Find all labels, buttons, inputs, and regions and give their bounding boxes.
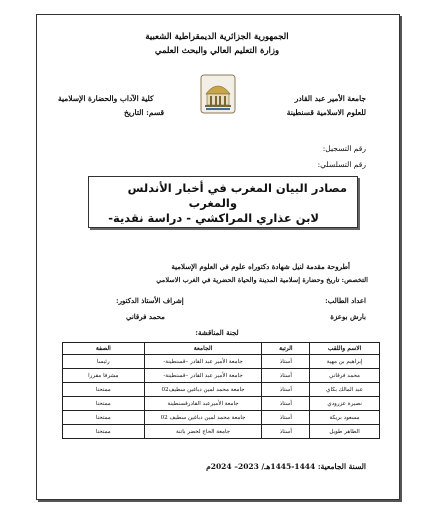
jury-member-name: محمد فرقاني bbox=[310, 369, 380, 383]
university-logo bbox=[200, 74, 236, 114]
jury-member-rank: أستاذ bbox=[262, 397, 310, 411]
jury-member-university: جامعة الأمير عبد القادر –قسنطينة- bbox=[144, 355, 262, 369]
university-city: للعلوم الاسلامية قسنطينة bbox=[286, 108, 366, 117]
academic-year: السنة الجامعية: 1444-1445هـ/ 2023– 2024م bbox=[206, 462, 366, 471]
jury-member-university: جامعة الأميرعبد القادرقسنطينة bbox=[144, 397, 262, 411]
jury-member-university: جامعة الحاج لخضر باتنة bbox=[144, 425, 262, 439]
jury-member-role: مشرفا مقررا bbox=[63, 369, 145, 383]
table-row bbox=[63, 397, 380, 411]
faculty-name: كلية الآداب والحضارة الإسلامية bbox=[58, 94, 154, 103]
thesis-title-line2: والمغرب bbox=[188, 196, 237, 210]
republic-name: الجمهورية الجزائرية الديمقراطية الشعبية bbox=[145, 32, 289, 42]
university-name: جامعة الأمير عبد القادر bbox=[294, 94, 366, 103]
thesis-title-box bbox=[88, 176, 358, 228]
supervisor-name: محمد فرقاني bbox=[126, 312, 165, 321]
jury-member-role: ممتحنا bbox=[63, 425, 145, 439]
registration-number-label: رقم التسجيل: bbox=[322, 144, 366, 153]
jury-member-role: ممتحنا bbox=[63, 383, 145, 397]
thesis-specialty: التخصص: تاريخ وحضارة إسلامية المدينة والحياة الحضرية في الغرب الاسلامي bbox=[156, 276, 368, 284]
table-row bbox=[63, 411, 380, 425]
thesis-description: أطروحة مقدمة لنيل شهادة دكتوراه علوم في العلوم الإسلامية bbox=[171, 262, 350, 271]
jury-member-rank: أستاذ bbox=[262, 411, 310, 425]
thesis-title-line3: لابن عذاري المراكشي - دراسة نقدية- bbox=[108, 211, 319, 225]
jury-col-university: الجامعة bbox=[144, 343, 262, 355]
table-row bbox=[63, 425, 380, 439]
jury-col-rank: الرتبة bbox=[262, 343, 310, 355]
jury-member-university: جامعة محمد لمين دباغين سطيف02 bbox=[144, 383, 262, 397]
jury-member-role: ممتحنا bbox=[63, 397, 145, 411]
jury-member-university: جامعة الأمير عبد القادر –قسنطينة- bbox=[144, 369, 262, 383]
thesis-title-line1: مصادر البيان المغرب في أخبار الأندلس bbox=[127, 181, 347, 195]
department-name: قسم: التاريخ bbox=[124, 108, 165, 117]
jury-member-name: نصيرة عزرودي bbox=[310, 397, 380, 411]
jury-table bbox=[62, 342, 380, 439]
jury-member-rank: أستاذ bbox=[262, 369, 310, 383]
jury-col-name: الاسم واللقب bbox=[310, 343, 380, 355]
student-name: بارش بوعزة bbox=[330, 312, 366, 321]
serial-number-label: رقم التسلسلي: bbox=[317, 160, 366, 169]
jury-member-rank: أستاذ bbox=[262, 425, 310, 439]
student-label: اعداد الطالب: bbox=[325, 296, 366, 305]
jury-member-role: رئيسا bbox=[63, 355, 145, 369]
jury-member-rank: أستاذ bbox=[262, 383, 310, 397]
jury-member-university: جامعة محمد لمين دباغين سطيف 02 bbox=[144, 411, 262, 425]
jury-header-row bbox=[63, 343, 380, 355]
jury-heading: لجنة المناقشة: bbox=[195, 328, 239, 337]
jury-member-name: إبراهيم بن مهية bbox=[310, 355, 380, 369]
jury-member-role: ممتحنا bbox=[63, 411, 145, 425]
table-row bbox=[63, 369, 380, 383]
jury-col-role: الصفة bbox=[63, 343, 145, 355]
jury-member-name: عبد المالك بكاي bbox=[310, 383, 380, 397]
jury-member-rank: أستاذ bbox=[262, 355, 310, 369]
jury-member-name: مسعود بريكة bbox=[310, 411, 380, 425]
supervisor-label: إشراف الأستاذ الدكتور: bbox=[116, 296, 184, 305]
table-row bbox=[63, 355, 380, 369]
ministry-name: وزارة التعليم العالي والبحث العلمي bbox=[154, 46, 280, 56]
jury-member-name: الطاهر طويل bbox=[310, 425, 380, 439]
table-row bbox=[63, 383, 380, 397]
